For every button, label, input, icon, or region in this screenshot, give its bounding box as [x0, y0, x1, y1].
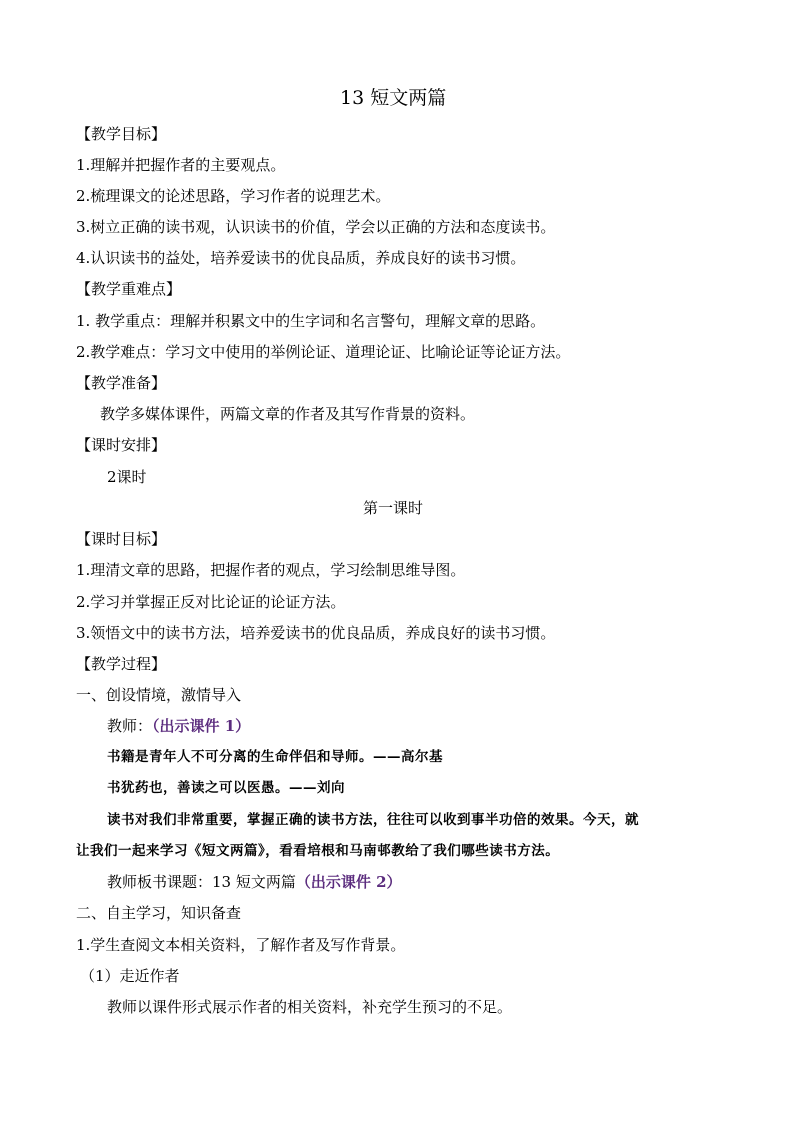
quote: 书犹药也，善读之可以医愚。——刘向 — [107, 780, 345, 796]
goal-item: 1.理解并把握作者的主要观点。 — [76, 156, 286, 174]
quote: 书籍是青年人不可分离的生命伴侣和导师。——高尔基 — [107, 749, 443, 765]
study-item: 1.学生查阅文本相关资料，了解作者及写作背景。 — [76, 936, 406, 954]
preparation-text: 教学多媒体课件，两篇文章的作者及其写作背景的资料。 — [100, 405, 476, 423]
goal-item: 3.树立正确的读书观，认识读书的价值，学会以正确的方法和态度读书。 — [76, 218, 556, 236]
heading-key-difficult: 【教学重难点】 — [76, 280, 182, 298]
board-title: 教师板书课题：13 短文两篇 — [107, 873, 296, 891]
section-heading: 二、自主学习，知识备查 — [76, 904, 242, 922]
sub-text: 教师以课件形式展示作者的相关资料，补充学生预习的不足。 — [107, 998, 513, 1016]
courseware-note: （出示课件 2） — [295, 873, 402, 891]
section-heading: 一、创设情境，激情导入 — [76, 686, 242, 704]
key-item: 2.教学难点：学习文中使用的举例论证、道理论证、比喻论证等论证方法。 — [76, 343, 571, 361]
lesson-goal-item: 2.学习并掌握正反对比论证的论证方法。 — [76, 593, 346, 611]
lesson-goal-item: 1.理清文章的思路，把握作者的观点，学习绘制思维导图。 — [76, 561, 466, 579]
sub-heading: （1）走近作者 — [80, 967, 180, 985]
heading-teaching-goals: 【教学目标】 — [76, 125, 167, 143]
teacher-label: 教师： — [107, 717, 153, 735]
heading-process: 【教学过程】 — [76, 655, 167, 673]
key-item: 1. 教学重点：理解并积累文中的生字词和名言警句，理解文章的思路。 — [76, 312, 546, 330]
courseware-note: （出示课件 1） — [152, 717, 251, 735]
heading-schedule: 【课时安排】 — [76, 436, 167, 454]
intro-text: 让我们一起来学习《短文两篇》，看看培根和马南邨教给了我们哪些读书方法。 — [76, 843, 560, 859]
intro-text: 读书对我们非常重要，掌握正确的读书方法，往往可以收到事半功倍的效果。今天，就 — [107, 812, 639, 828]
lesson-goal-item: 3.领悟文中的读书方法，培养爱读书的优良品质，养成良好的读书习惯。 — [76, 624, 556, 642]
schedule-text: 2课时 — [107, 468, 147, 486]
teacher-line — [107, 716, 250, 736]
goal-item: 2.梳理课文的论述思路，学习作者的说理艺术。 — [76, 187, 391, 205]
heading-preparation: 【教学准备】 — [76, 374, 167, 392]
board-title-line — [107, 872, 402, 892]
goal-item: 4.认识读书的益处，培养爱读书的优良品质，养成良好的读书习惯。 — [76, 249, 526, 267]
heading-lesson-goals: 【课时目标】 — [76, 530, 167, 548]
page-title: 13 短文两篇 — [340, 87, 447, 109]
lesson-heading: 第一课时 — [363, 499, 424, 517]
